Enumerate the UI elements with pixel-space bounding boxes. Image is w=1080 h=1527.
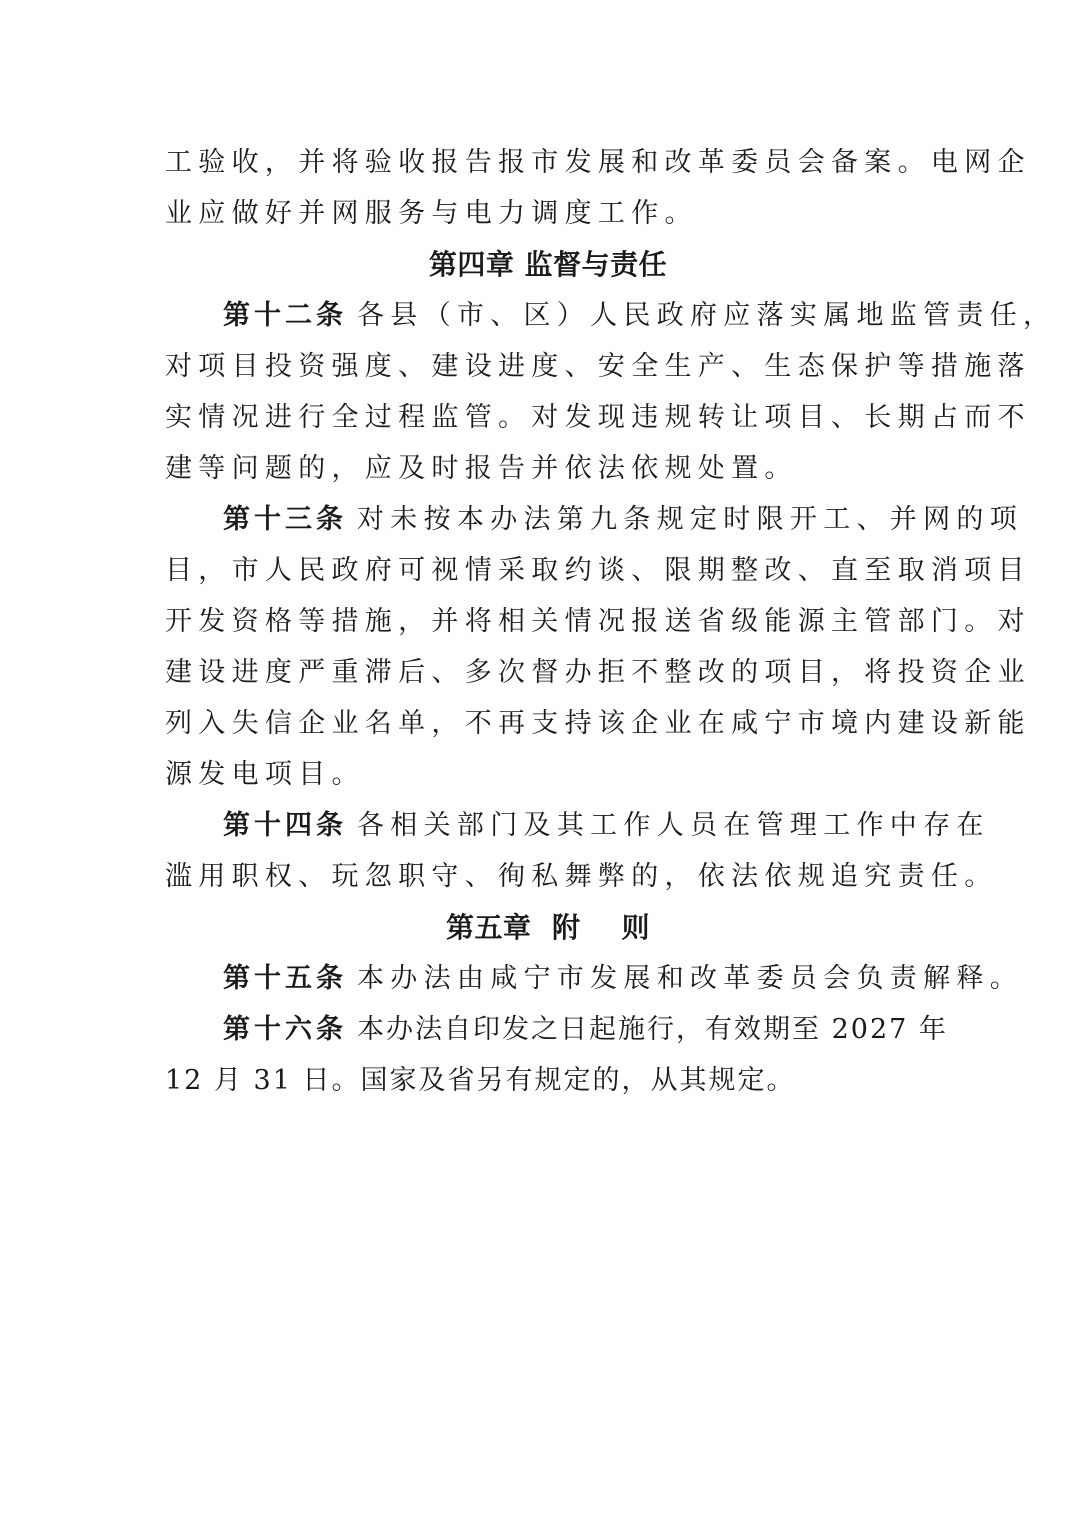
article-line: 12 月 31 日。国家及省另有规定的，从其规定。 — [165, 1065, 796, 1096]
article-label: 第十三条 — [223, 504, 347, 535]
article-first-line — [165, 1004, 948, 1055]
article-line: 列入失信企业名单，不再支持该企业在咸宁市境内建设新能 — [165, 708, 1031, 739]
article-line: 对项目投资强度、建设进度、安全生产、生态保护等措施落 — [165, 351, 1031, 382]
article-line: 滥用职权、玩忽职守、徇私舞弊的，依法依规追究责任。 — [165, 861, 998, 892]
paragraph-line: 工验收，并将验收报告报市发展和改革委员会备案。电网企 — [165, 147, 1031, 178]
chapter-heading: 第五章 附 则 — [446, 911, 650, 944]
article-line: 源发电项目。 — [165, 759, 365, 790]
paragraph-line: 业应做好并网服务与电力调度工作。 — [165, 198, 698, 229]
article-text: 各相关部门及其工作人员在管理工作中存在 — [357, 810, 990, 841]
chapter-heading: 第四章 监督与责任 — [428, 248, 668, 281]
article-text: 本办法由咸宁市发展和改革委员会负责解释。 — [357, 963, 1023, 994]
article-line: 建设进度严重滞后、多次督办拒不整改的项目，将投资企业 — [165, 657, 1031, 688]
article-label: 第十四条 — [223, 810, 347, 841]
article-line: 实情况进行全过程监管。对发现违规转让项目、长期占而不 — [165, 402, 1031, 433]
article-first-line — [165, 290, 1057, 341]
document-page — [165, 137, 1057, 1106]
article-text: 各县（市、区）人民政府应落实属地监管责任， — [357, 300, 1057, 331]
article-label: 第十五条 — [223, 963, 347, 994]
article-label: 第十六条 — [223, 1014, 347, 1045]
article-line: 目，市人民政府可视情采取约谈、限期整改、直至取消项目 — [165, 555, 1031, 586]
article-first-line — [165, 953, 1023, 1004]
article-text: 对未按本办法第九条规定时限开工、并网的项 — [357, 504, 1023, 535]
article-label: 第十二条 — [223, 300, 347, 331]
article-first-line — [165, 800, 990, 851]
article-line: 开发资格等措施，并将相关情况报送省级能源主管部门。对 — [165, 606, 1031, 637]
article-text: 本办法自印发之日起施行，有效期至 2027 年 — [357, 1014, 948, 1045]
article-line: 建等问题的，应及时报告并依法依规处置。 — [165, 453, 798, 484]
article-first-line — [165, 494, 1023, 545]
